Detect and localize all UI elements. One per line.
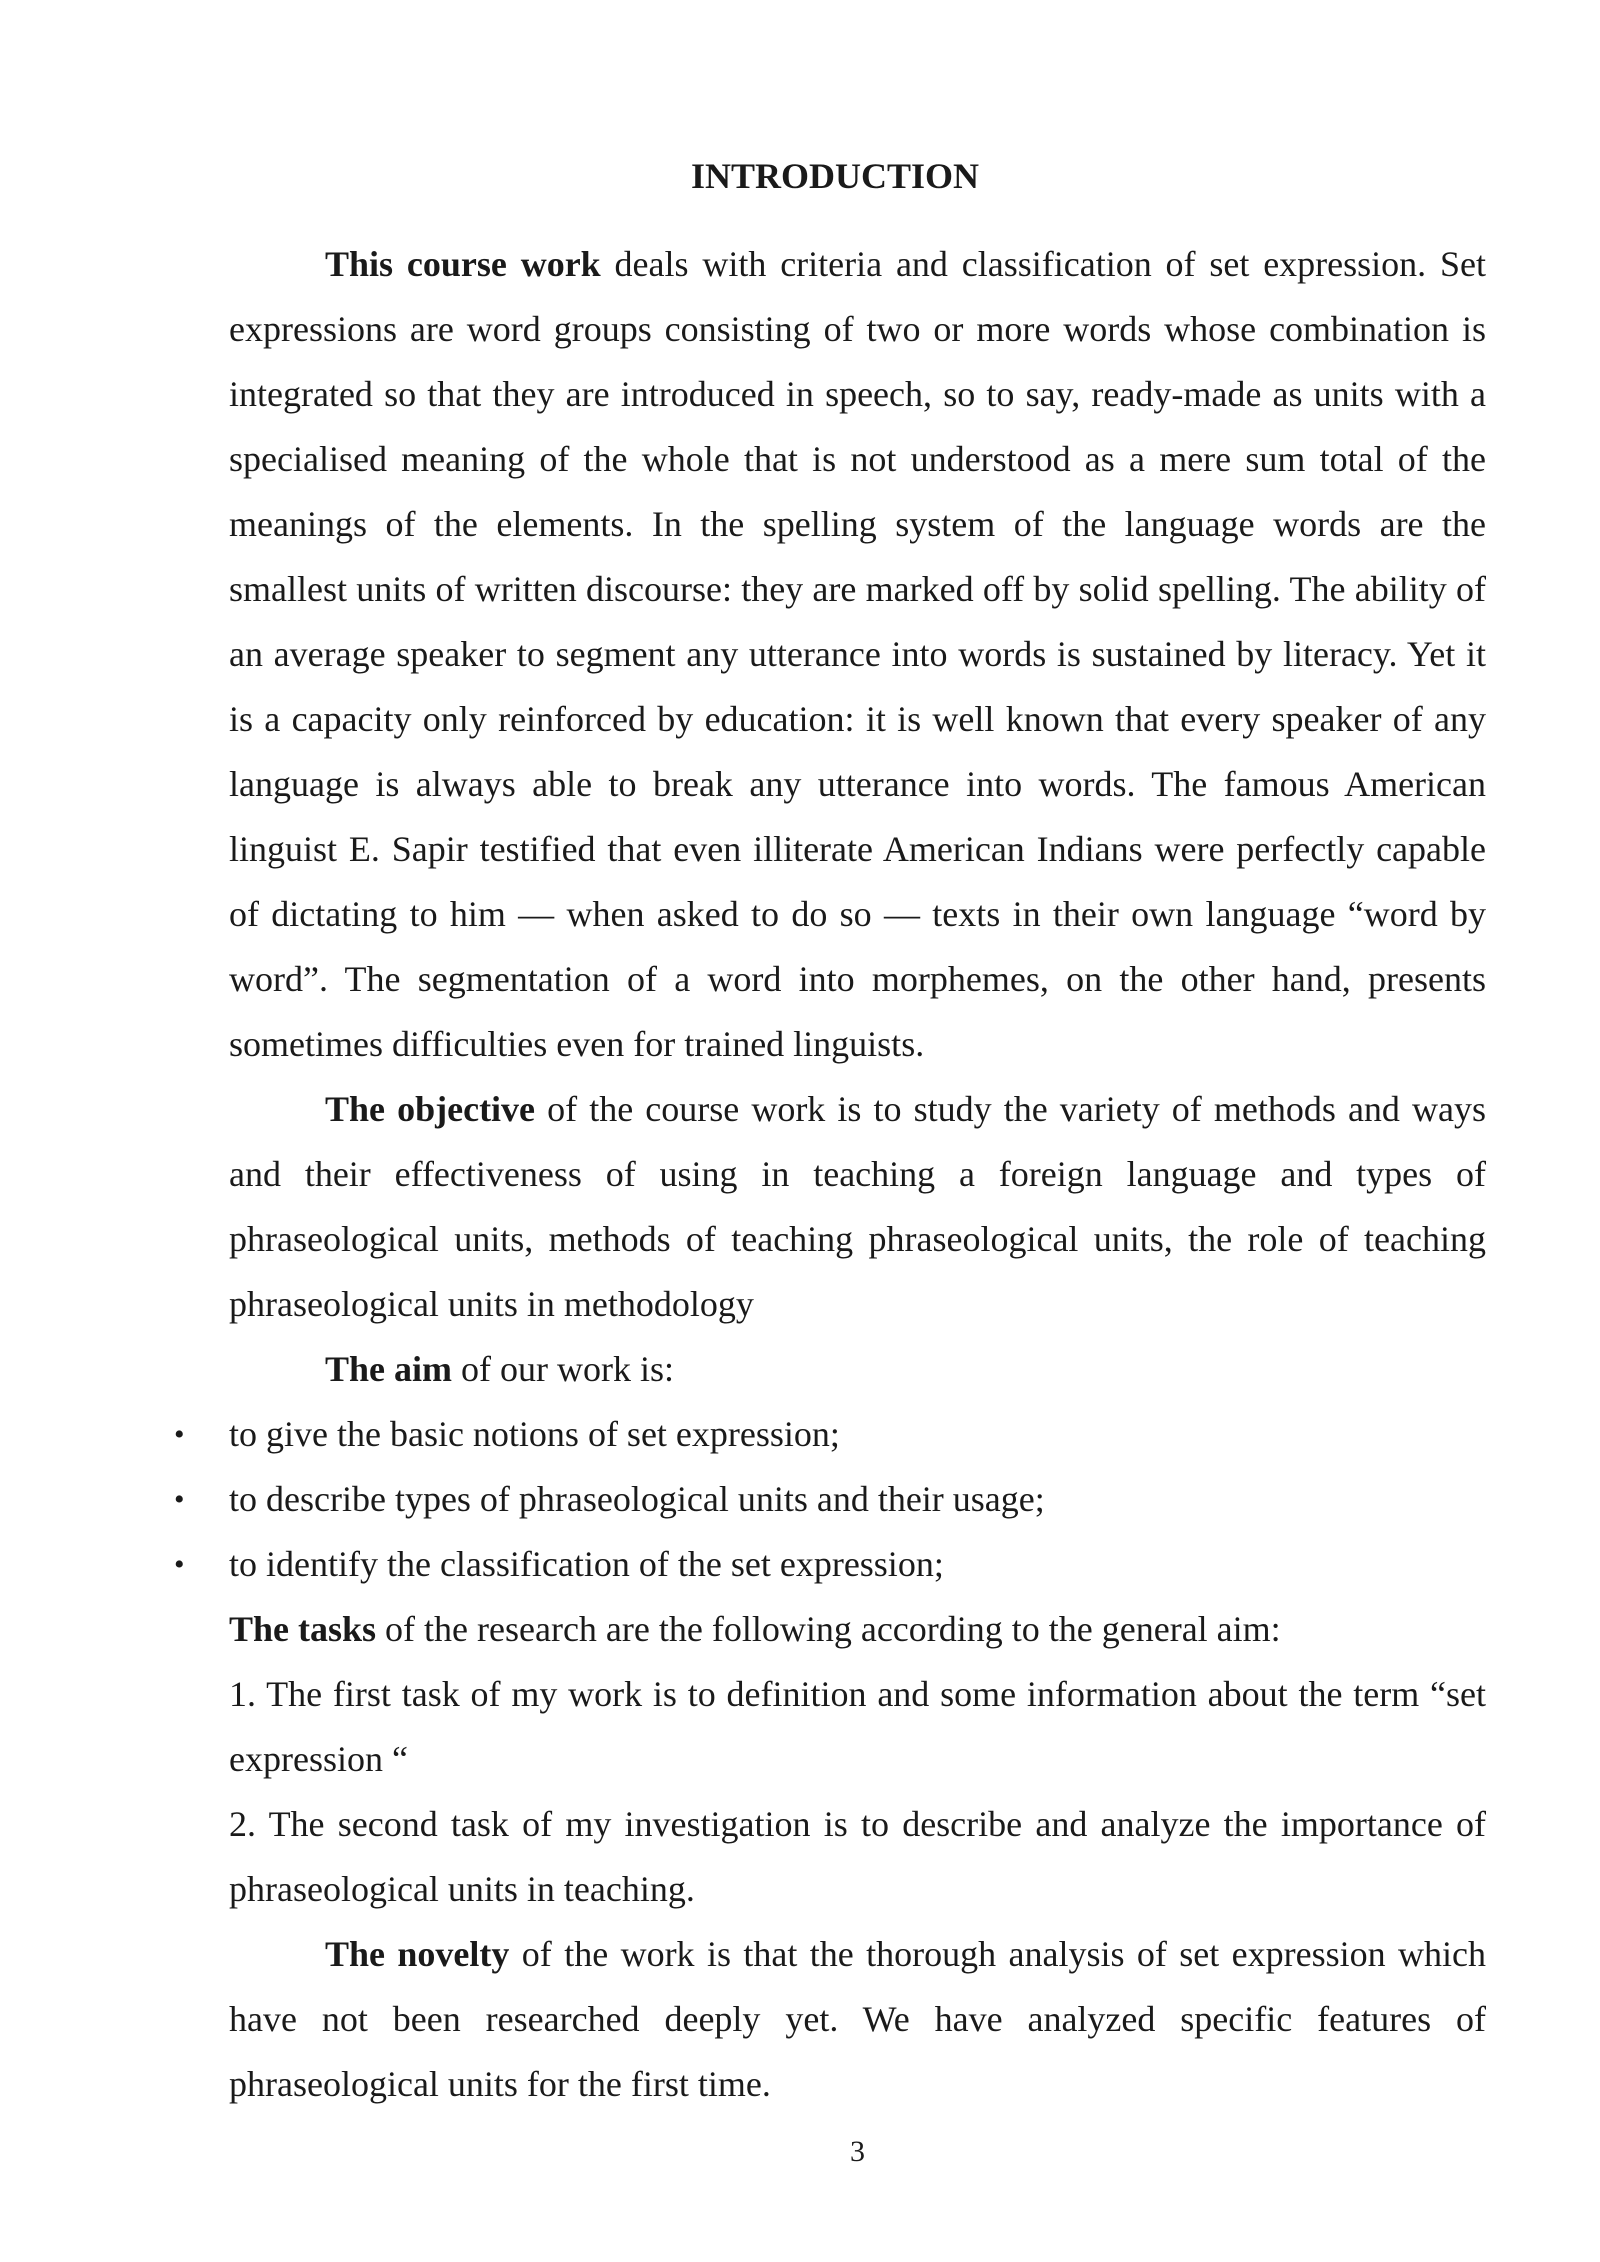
body-text <box>174 232 1487 2117</box>
paragraph-lead: This course work <box>325 244 601 284</box>
paragraph-text: of our work is: <box>452 1349 674 1389</box>
list-item-text: to identify the classification of the set expression; <box>229 1544 944 1584</box>
bullet-icon: • <box>174 1483 185 1516</box>
paragraph-novelty <box>229 1922 1486 2117</box>
paragraph-lead: The objective <box>325 1089 536 1129</box>
paragraph-lead: The tasks <box>229 1609 377 1649</box>
list-item-text: to give the basic notions of set expression; <box>229 1414 840 1454</box>
section-heading: INTRODUCTION <box>690 156 980 196</box>
page-number: 3 <box>850 2135 865 2168</box>
paragraph-lead: The novelty <box>325 1934 510 1974</box>
paragraph-course-work <box>229 232 1486 1077</box>
list-item <box>174 1467 1486 1532</box>
paragraph-aim <box>229 1337 1486 1402</box>
paragraph-tasks <box>229 1597 1486 1662</box>
paragraph-text: of the research are the following according to the general aim: <box>376 1609 1281 1649</box>
bullet-icon: • <box>174 1548 185 1581</box>
paragraph-text: of the work is that the thorough analysis of set expression which have not been researched deeply yet. We have analyzed specific features of phraseological units for the first time. <box>229 1934 1486 2104</box>
list-item <box>174 1532 1486 1597</box>
paragraph-text: deals with criteria and classification of set expression. Set expressions are word groups consisting of two or more words whose combination is integrated so that they are introduced in speech, so to say, ready-made as units with a specialised meaning of the whole that is not understood as a mere sum total of the meanings of the elements. In the spelling system of the language words are the smallest units of written discourse: they are marked off by solid spelling. The ability of an average speaker to segment any utterance into words is sustained by literacy. Yet it is a capacity only reinforced by education: it is well known that every speaker of any language is always able to break any utterance into words. The famous American linguist E. Sapir testified that even illiterate American Indians were perfectly capable of dictating to him — when asked to do so — texts in their own language “word by word”. The segmentation of a word into morphemes, on the other hand, presents sometimes difficulties even for trained linguists. <box>229 244 1487 1064</box>
paragraph-objective <box>229 1077 1486 1337</box>
task-item-1: 1. The first task of my work is to definition and some information about the term “set expression “ <box>229 1674 1486 1779</box>
task-item-2: 2. The second task of my investigation is to describe and analyze the importance of phraseological units in teaching. <box>229 1804 1486 1909</box>
list-item <box>174 1402 1486 1467</box>
bullet-icon: • <box>174 1418 185 1451</box>
list-item-text: to describe types of phraseological units and their usage; <box>229 1479 1045 1519</box>
aims-list <box>174 1402 1486 1597</box>
paragraph-text: of the course work is to study the variety of methods and ways and their effectiveness of using in teaching a foreign language and types of phraseological units, methods of teaching phraseological units, the role of teaching phraseological units in methodology <box>229 1089 1487 1324</box>
paragraph-lead: The aim <box>325 1349 453 1389</box>
